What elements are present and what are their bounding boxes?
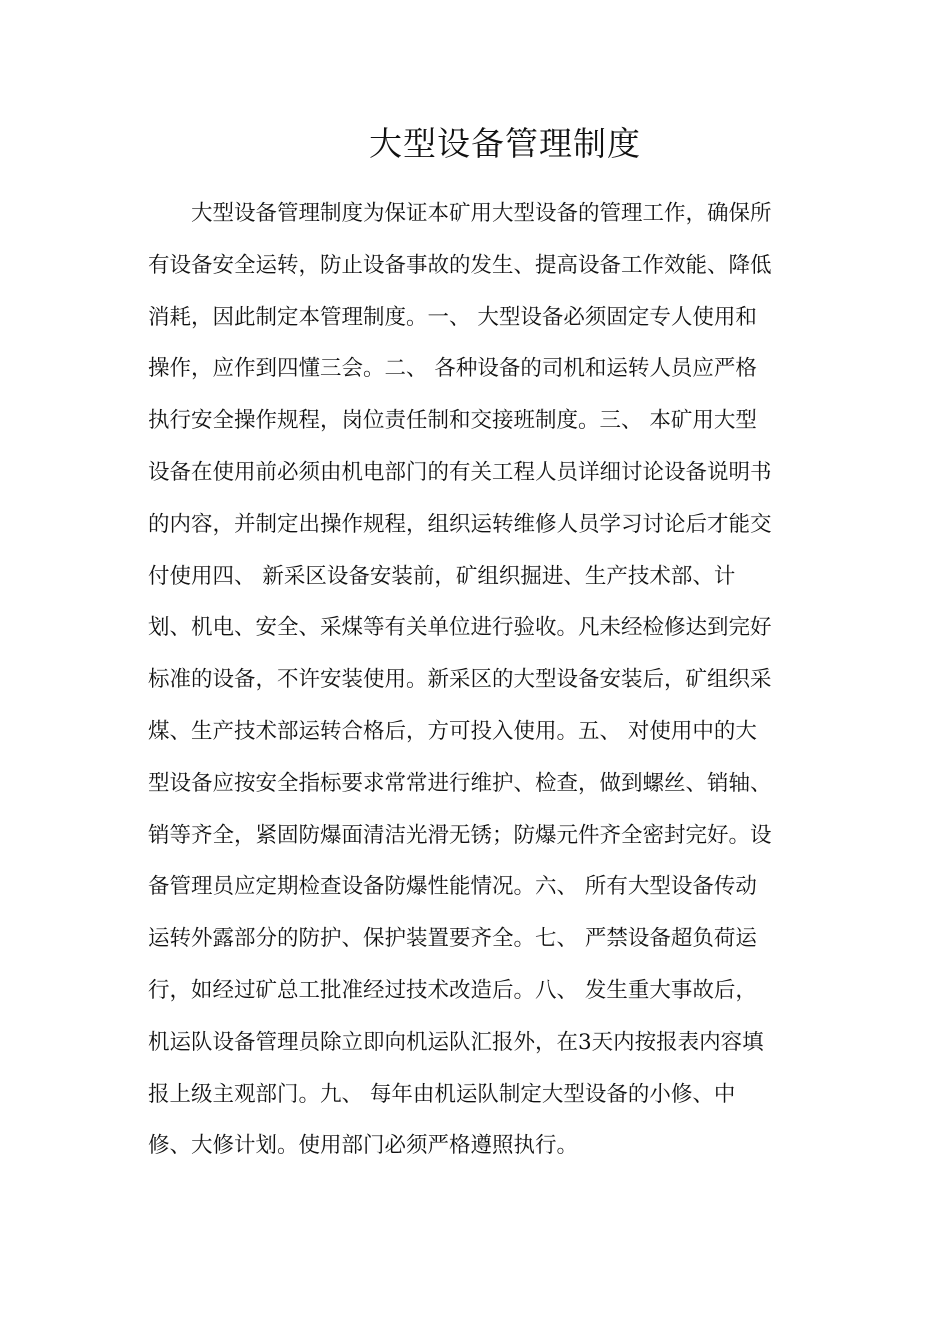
body-line: 机运队设备管理员除立即向机运队汇报外，在3天内按报表内容填: [148, 1029, 764, 1055]
body-line: 标准的设备，不许安装使用。新采区的大型设备安装后，矿组织采: [148, 667, 772, 693]
body-line: 型设备应按安全指标要求常常进行维护、检查，做到螺丝、销轴、: [148, 770, 772, 796]
body-line: 的内容，并制定出操作规程，组织运转维修人员学习讨论后才能交: [148, 511, 772, 537]
body-line: 报上级主观部门。九、 每年由机运队制定大型设备的小修、中: [148, 1081, 736, 1107]
body-line: 操作，应作到四懂三会。二、 各种设备的司机和运转人员应严格: [148, 356, 757, 382]
body-line: 备管理员应定期检查设备防爆性能情况。六、 所有大型设备传动: [148, 874, 757, 900]
body-line: 执行安全操作规程，岗位责任制和交接班制度。三、 本矿用大型: [148, 408, 757, 434]
body-line: 销等齐全，紧固防爆面清洁光滑无锈；防爆元件齐全密封完好。设: [148, 822, 772, 848]
body-line: 付使用四、 新采区设备安装前，矿组织掘进、生产技术部、计: [148, 563, 736, 589]
body-line: 煤、生产技术部运转合格后，方可投入使用。五、 对使用中的大: [148, 718, 757, 744]
body-line: 消耗，因此制定本管理制度。一、 大型设备必须固定专人使用和: [148, 304, 757, 330]
body-line: 修、大修计划。使用部门必须严格遵照执行。: [148, 1133, 579, 1159]
body-line: 设备在使用前必须由机电部门的有关工程人员详细讨论设备说明书: [148, 459, 772, 485]
body-line: 有设备安全运转，防止设备事故的发生、提高设备工作效能、降低: [148, 252, 772, 278]
document-title: 大型设备管理制度: [369, 124, 641, 163]
body-line: 大型设备管理制度为保证本矿用大型设备的管理工作，确保所: [191, 201, 772, 226]
document-body: [148, 196, 808, 1180]
body-line: 运转外露部分的防护、保护装置要齐全。七、 严禁设备超负荷运: [148, 926, 757, 952]
body-line: 行，如经过矿总工批准经过技术改造后。八、 发生重大事故后，: [148, 977, 757, 1003]
body-line: 划、机电、安全、采煤等有关单位进行验收。凡未经检修达到完好: [148, 615, 772, 641]
